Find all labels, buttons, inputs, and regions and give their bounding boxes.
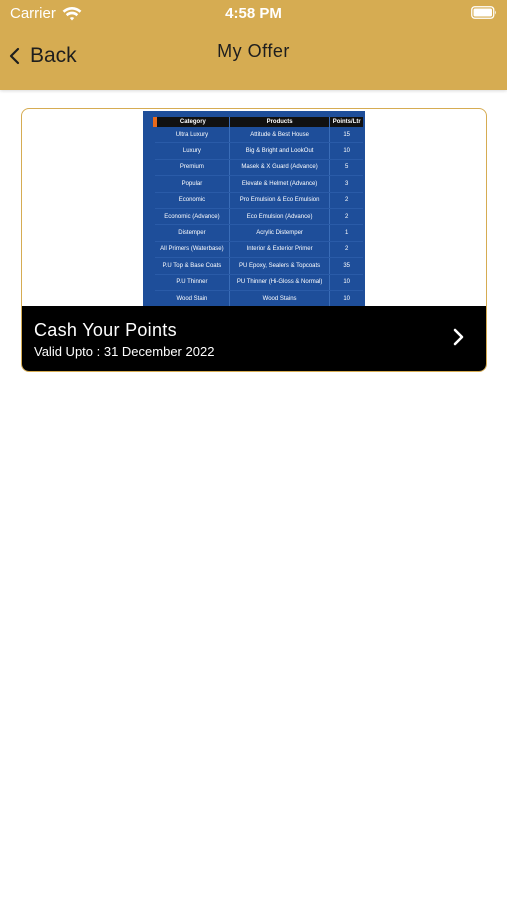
table-row [155, 127, 363, 143]
points-table-header [155, 117, 363, 127]
table-header-cell: Category [155, 117, 229, 127]
table-cell: P.U Thinner [155, 274, 229, 290]
table-row [155, 208, 363, 224]
table-cell: Elevate & Helmet (Advance) [229, 176, 330, 192]
table-row [155, 192, 363, 208]
table-row [155, 258, 363, 274]
offer-card[interactable] [21, 108, 487, 372]
offer-validity: Valid Upto : 31 December 2022 [34, 344, 215, 359]
table-cell: Luxury [155, 143, 229, 159]
table-cell: Economic [155, 192, 229, 208]
table-cell: Acrylic Distemper [229, 225, 330, 241]
table-cell: 10 [330, 274, 363, 290]
table-header-cell: Points/Ltr [330, 117, 363, 127]
table-row [155, 274, 363, 290]
table-cell: 10 [330, 143, 363, 159]
table-cell: Economic (Advance) [155, 208, 229, 224]
table-cell: Masek & X Guard (Advance) [229, 159, 330, 175]
header [0, 0, 507, 90]
table-cell: Interior & Exterior Primer [229, 241, 330, 257]
table-cell: All Primers (Waterbase) [155, 241, 229, 257]
back-label: Back [30, 44, 77, 67]
nav-bar [0, 30, 507, 82]
table-cell: Big & Bright and LookOut [229, 143, 330, 159]
table-row [155, 241, 363, 257]
table-row [155, 290, 363, 306]
table-cell: 2 [330, 192, 363, 208]
table-cell: Premium [155, 159, 229, 175]
table-cell: 10 [330, 290, 363, 306]
page-title: My Offer [217, 41, 290, 61]
status-bar [0, 0, 507, 28]
battery-icon [471, 6, 497, 19]
table-cell: PU Epoxy, Sealers & Topcoats [229, 258, 330, 274]
status-time: 4:58 PM [225, 5, 282, 22]
table-cell: Eco Emulsion (Advance) [229, 208, 330, 224]
table-cell: Wood Stains [229, 290, 330, 306]
table-cell: 35 [330, 258, 363, 274]
table-cell: 3 [330, 176, 363, 192]
points-table [153, 117, 363, 306]
table-cell: Pro Emulsion & Eco Emulsion [229, 192, 330, 208]
table-cell: Ultra Luxury [155, 127, 229, 143]
table-cell: 5 [330, 159, 363, 175]
table-cell: Popular [155, 176, 229, 192]
table-cell: P.U Top & Base Coats [155, 258, 229, 274]
carrier-label: Carrier [10, 5, 56, 22]
table-row [155, 159, 363, 175]
offer-footer[interactable] [22, 306, 486, 371]
table-cell: 15 [330, 127, 363, 143]
table-row [155, 143, 363, 159]
table-row [155, 225, 363, 241]
table-header-cell: Products [229, 117, 330, 127]
offer-image [143, 111, 365, 306]
table-row [155, 176, 363, 192]
table-cell: 1 [330, 225, 363, 241]
table-cell: Attitude & Best House [229, 127, 330, 143]
table-cell: 2 [330, 241, 363, 257]
table-cell: 2 [330, 208, 363, 224]
table-cell: Distemper [155, 225, 229, 241]
chevron-right-icon[interactable] [452, 328, 464, 346]
table-cell: PU Thinner (Hi-Gloss & Normal) [229, 274, 330, 290]
table-cell: Wood Stain [155, 290, 229, 306]
offer-title: Cash Your Points [34, 320, 177, 340]
